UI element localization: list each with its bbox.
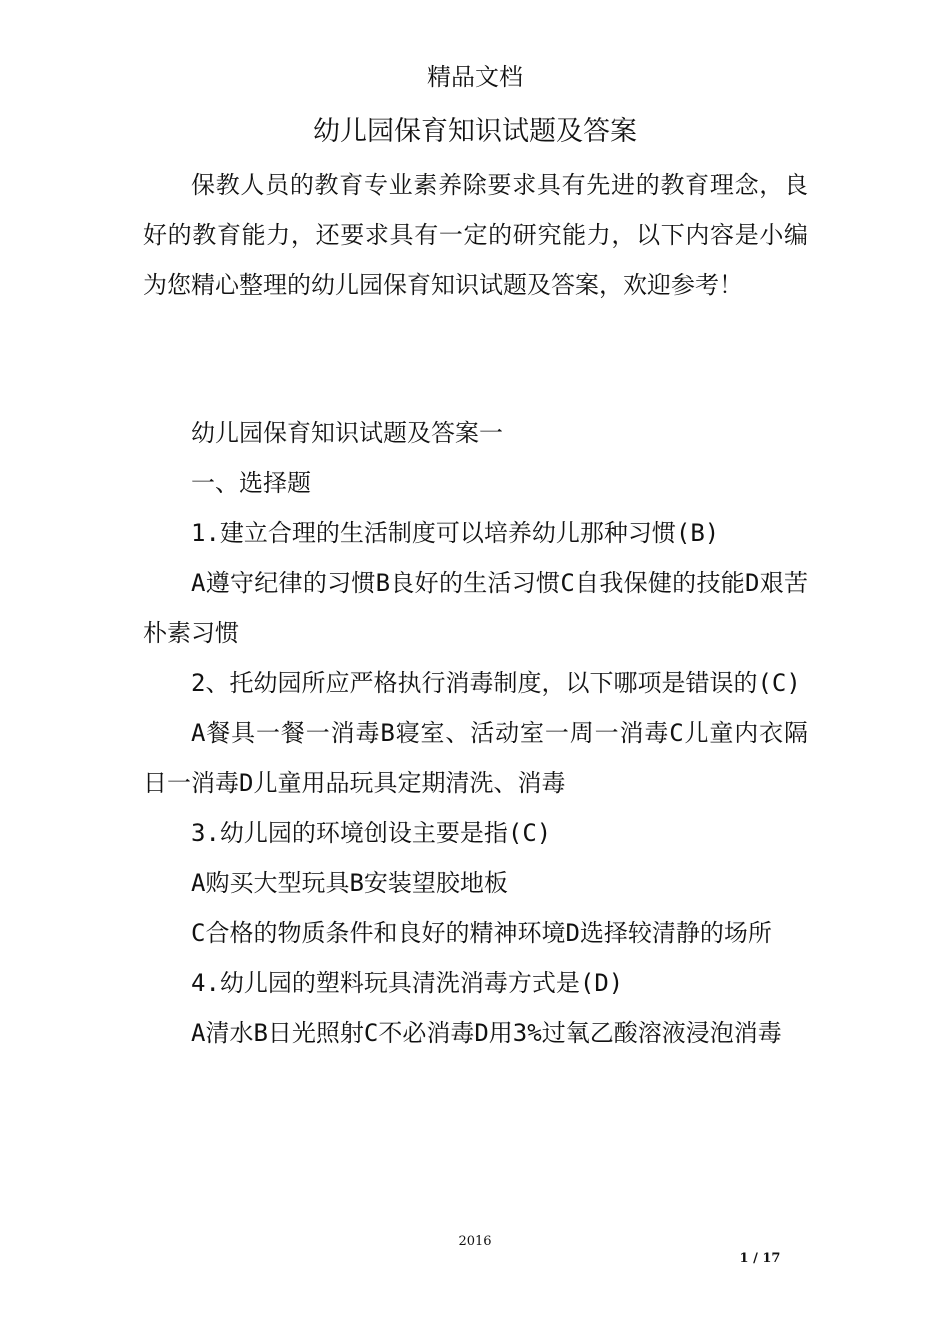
question-3-options: A购买大型玩具B安装望胶地板 <box>191 869 508 897</box>
section-subheading: 一、选择题 <box>191 469 311 497</box>
questions-section <box>143 408 808 1058</box>
question-1: 1.建立合理的生活制度可以培养幼儿那种习惯(B) <box>191 519 720 547</box>
question-4-options: A清水B日光照射C不必消毒D用3%过氧乙酸溶液浸泡消毒 <box>191 1019 782 1047</box>
question-3: 3.幼儿园的环境创设主要是指(C) <box>191 819 552 847</box>
question-1-options: A遵守纪律的习惯B良好的生活习惯C自我保健的技能D艰苦朴素习惯 <box>143 569 808 647</box>
question-2-options: A餐具一餐一消毒B寝室、活动室一周一消毒C儿童内衣隔日一消毒D儿童用品玩具定期清洗、消毒 <box>143 719 808 797</box>
document-title: 幼儿园保育知识试题及答案 <box>313 116 637 147</box>
question-4: 4.幼儿园的塑料玩具清洗消毒方式是(D) <box>191 969 624 997</box>
question-3-options-continued: C合格的物质条件和良好的精神环境D选择较清静的场所 <box>191 919 772 947</box>
intro-section <box>143 160 808 310</box>
intro-paragraph: 保教人员的教育专业素养除要求具有先进的教育理念，良好的教育能力，还要求具有一定的研究能力，以下内容是小编为您精心整理的幼儿园保育知识试题及答案，欢迎参考！ <box>143 171 808 299</box>
question-2: 2、托幼园所应严格执行消毒制度，以下哪项是错误的(C) <box>191 669 801 697</box>
page-number: 1 / 17 <box>739 1251 781 1266</box>
footer-year: 2016 <box>458 1234 492 1249</box>
section-heading: 幼儿园保育知识试题及答案一 <box>191 419 503 447</box>
header-label: 精品文档 <box>427 63 523 91</box>
